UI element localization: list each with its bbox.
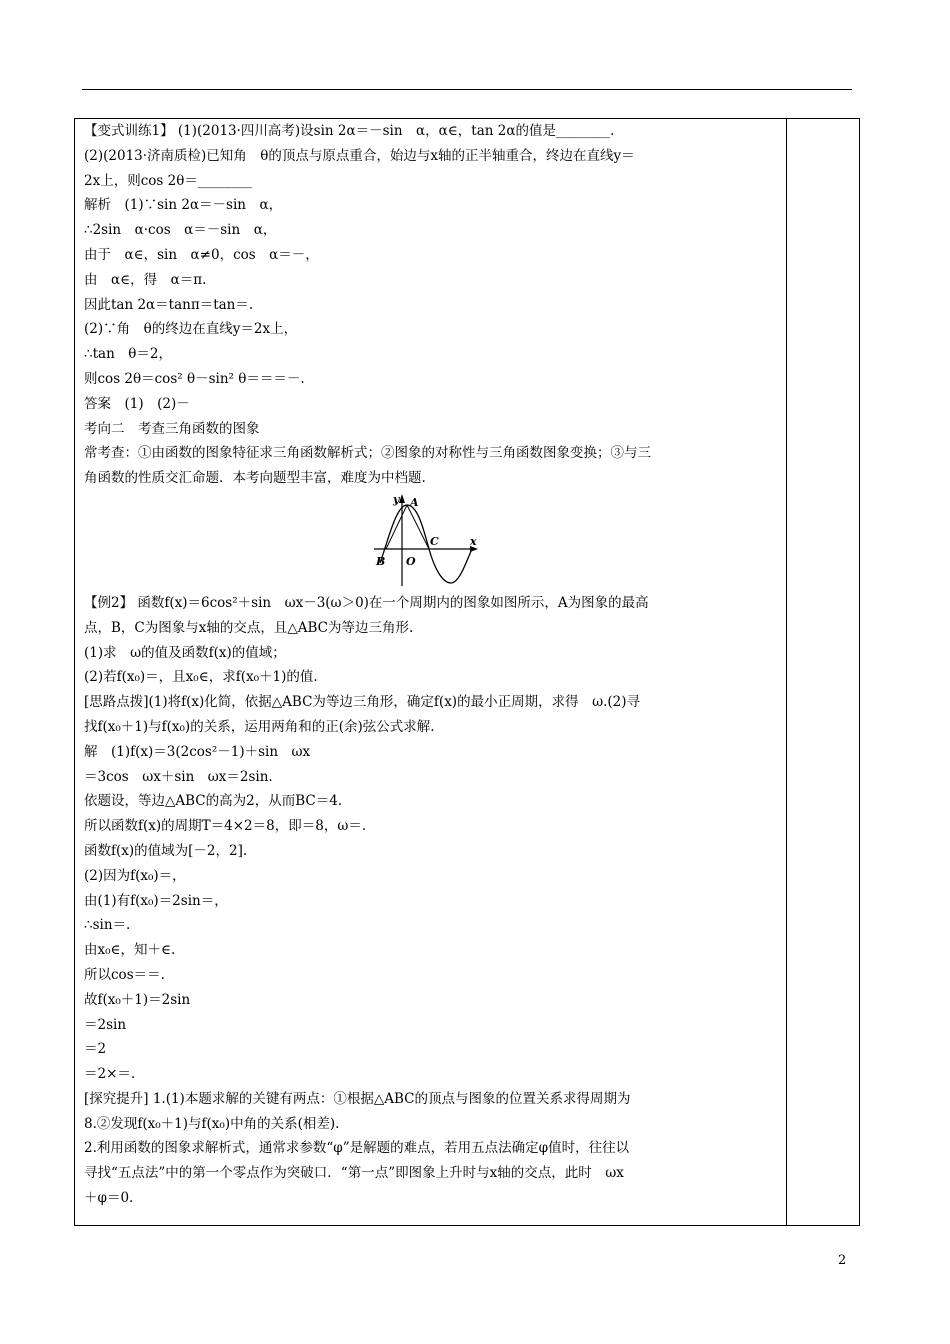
text-line: 依题设，等边△ABC的高为2，从而BC＝4. — [84, 793, 343, 810]
text-line: [探究提升] 1.(1)本题求解的关键有两点：①根据△ABC的顶点与图象的位置关系求得周期为 — [84, 1090, 631, 1107]
text-line: (2)若f(x₀)＝，且x₀∈，求f(x₀＋1)的值. — [84, 669, 318, 686]
text-line: ∴2sin α·cos α＝－sin α， — [84, 222, 277, 239]
text-line: 因此tan 2α＝tanπ＝tan＝. — [84, 296, 254, 313]
label-a: A — [410, 495, 419, 509]
text-line: 由(1)有f(x₀)＝2sin＝， — [84, 892, 228, 909]
text-line: ＝2 — [84, 1041, 107, 1058]
text-line: 2x上，则cos 2θ＝________ — [84, 172, 252, 189]
page-number: 2 — [838, 1253, 847, 1268]
text-line: ∴sin＝. — [84, 917, 131, 934]
text-line: 解 (1)f(x)＝3(2cos²－1)＋sin ωx — [84, 743, 311, 760]
label-c: C — [430, 534, 439, 548]
text-line: ＝3cos ωx＋sin ωx＝2sin. — [84, 768, 273, 785]
label-o: O — [406, 554, 416, 568]
text-line: [思路点拨](1)将f(x)化简，依据△ABC为等边三角形，确定f(x)的最小正周期，求得 ω.(2)寻 — [84, 694, 640, 711]
label-y: y — [393, 492, 400, 506]
triangle-side-ab — [386, 505, 407, 549]
text-line: 【例2】 函数f(x)＝6cos²＋sin ωx－3(ω＞0)在一个周期内的图象如图所示，A为图象的最高 — [84, 594, 649, 611]
text-line: ∴tan θ＝2， — [84, 346, 172, 363]
text-line: 所以cos＝＝. — [84, 966, 165, 983]
text-line: 则cos 2θ＝cos² θ－sin² θ＝＝＝－. — [84, 370, 305, 387]
text-line: 考向二 考查三角函数的图象 — [84, 420, 260, 437]
text-line: ＋φ＝0. — [84, 1190, 134, 1207]
text-line: ＝2sin — [84, 1016, 127, 1033]
text-line: 8.②发现f(x₀＋1)与f(x₀)中角的关系(相差). — [84, 1115, 340, 1132]
header-rule — [82, 89, 852, 90]
text-line: 函数f(x)的值域为[－2，2]. — [84, 842, 248, 859]
y-axis-arrow — [399, 494, 405, 503]
main-cell — [84, 119, 780, 1211]
text-line: 寻找“五点法”中的第一个零点作为突破口．“第一点”即图象上升时与x轴的交点，此时 ωx — [84, 1165, 624, 1182]
text-line: (2)(2013·济南质检)已知角 θ的顶点与原点重合，始边与x轴的正半轴重合，终边在直线y＝ — [84, 147, 635, 164]
label-b: B — [376, 554, 386, 568]
text-line: (1)求 ω的值及函数f(x)的值域； — [84, 644, 286, 661]
text-line: 由于 α∈，sin α≠0，cos α＝－， — [84, 246, 319, 263]
figure-container — [84, 491, 780, 591]
text-line: ＝2×＝. — [84, 1066, 136, 1083]
text-line: 找f(x₀＋1)与f(x₀)的关系，运用两角和的正(余)弦公式求解. — [84, 718, 435, 735]
text-line: 由x₀∈，知＋∈. — [84, 942, 176, 959]
text-line: 故f(x₀＋1)＝2sin — [84, 991, 191, 1008]
text-line: 【变式训练1】 (1)(2013·四川高考)设sin 2α＝－sin α，α∈，tan 2α的值是________. — [84, 123, 615, 139]
triangle-side-ac — [407, 505, 429, 549]
table-column-divider — [786, 118, 787, 1226]
sine-graph-figure — [366, 491, 486, 591]
text-line: 点，B，C为图象与x轴的交点，且△ABC为等边三角形. — [84, 619, 414, 636]
text-line: 2.利用函数的图象求解析式，通常求参数“φ”是解题的难点，若用五点法确定φ值时，往往以 — [84, 1140, 630, 1157]
label-x: x — [470, 534, 477, 548]
text-line: 常考查：①由函数的图象特征求三角函数解析式；②图象的对称性与三角函数图象变换；③与三 — [84, 445, 651, 462]
text-line: (2)∵角 θ的终边在直线y＝2x上， — [84, 321, 298, 338]
text-block-before-figure — [84, 119, 780, 491]
text-line: 答案 (1) (2)－ — [84, 395, 190, 412]
text-line: (2)因为f(x₀)＝， — [84, 867, 186, 884]
text-line: 角函数的性质交汇命题．本考向题型丰富，难度为中档题. — [84, 470, 426, 487]
text-line: 解析 (1)∵sin 2α＝－sin α， — [84, 197, 283, 214]
text-line: 所以函数f(x)的周期T＝4×2＝8，即＝8，ω＝. — [84, 818, 367, 835]
text-block-after-figure — [84, 591, 780, 1211]
text-line: 由 α∈，得 α＝π. — [84, 271, 207, 288]
